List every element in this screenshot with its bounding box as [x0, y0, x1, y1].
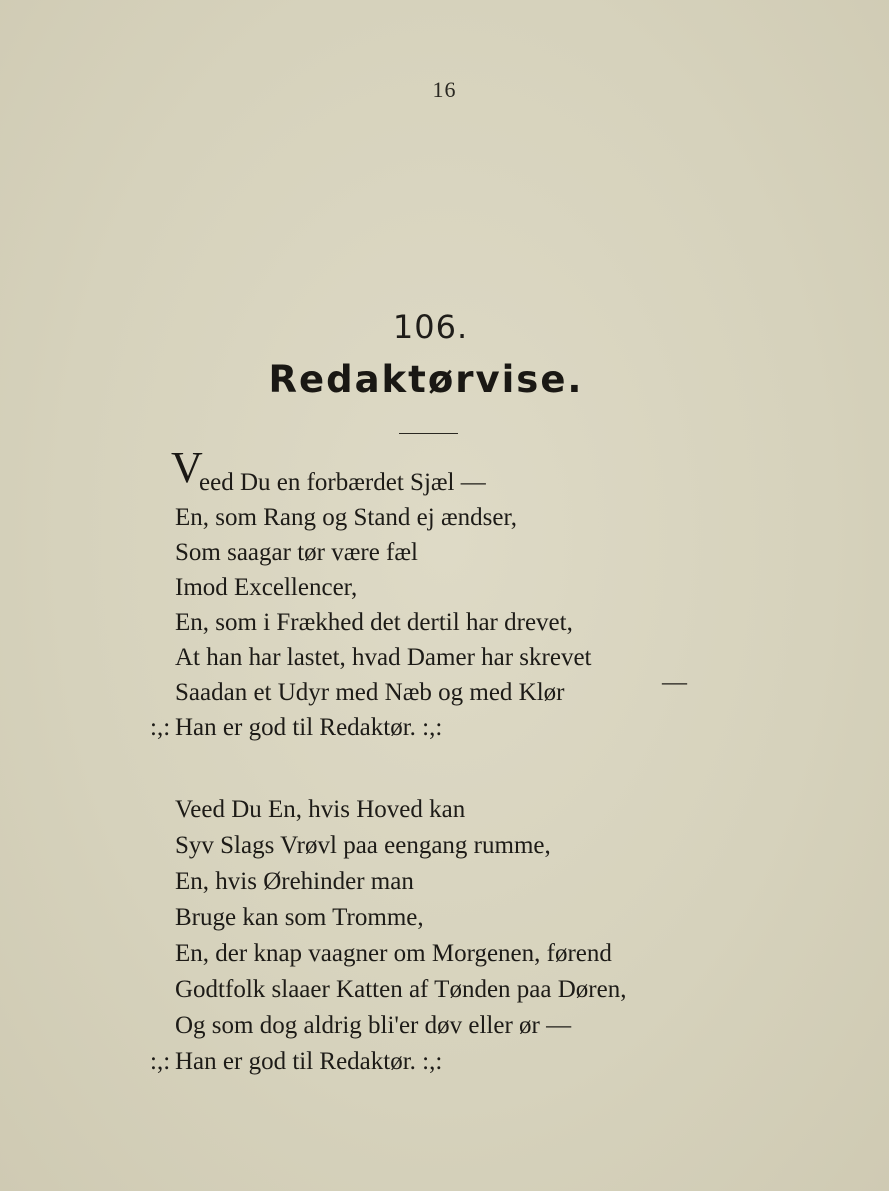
title-rule: [399, 433, 458, 434]
stanza1-line8: Han er god til Redaktør. :,:: [175, 714, 443, 741]
stanza2-line3: En, hvis Ørehinder man: [175, 868, 414, 895]
stanza1-line2: En, som Rang og Stand ej ændser,: [175, 504, 518, 531]
poem-title: Redaktørvise.: [268, 358, 584, 401]
stanza2-line6: Godtfolk slaaer Katten af Tønden paa Døren,: [175, 976, 627, 1003]
stanza2-line5: En, der knap vaagner om Morgenen, førend: [175, 940, 612, 967]
stanza2-refrain-mark: :,:: [150, 1048, 171, 1075]
stanza2-line7: Og som dog aldrig bli'er døv eller ør —: [175, 1012, 572, 1039]
page-number: 16: [432, 77, 457, 102]
drop-cap: V: [171, 443, 203, 492]
stanza1-line6-dash: —: [662, 669, 687, 696]
stanza2-line8: Han er god til Redaktør. :,:: [175, 1048, 443, 1075]
poem-number: 106.: [392, 308, 469, 346]
stanza2-line1: Veed Du En, hvis Hoved kan: [175, 796, 466, 823]
stanza1-line6: At han har lastet, hvad Damer har skrevet: [175, 644, 592, 671]
stanza2-line2: Syv Slags Vrøvl paa eengang rumme,: [175, 832, 551, 859]
stanza2-line4: Bruge kan som Tromme,: [175, 904, 424, 931]
stanza1-refrain-mark: :,:: [150, 714, 171, 741]
stanza1-line3: Som saagar tør være fæl: [175, 539, 419, 566]
stanza1-line7: Saadan et Udyr med Næb og med Klør: [175, 679, 565, 706]
stanza1-line5: En, som i Frækhed det dertil har drevet,: [175, 609, 573, 636]
stanza1-line1: eed Du en forbærdet Sjæl —: [199, 469, 486, 496]
stanza1-line4: Imod Excellencer,: [175, 574, 358, 601]
